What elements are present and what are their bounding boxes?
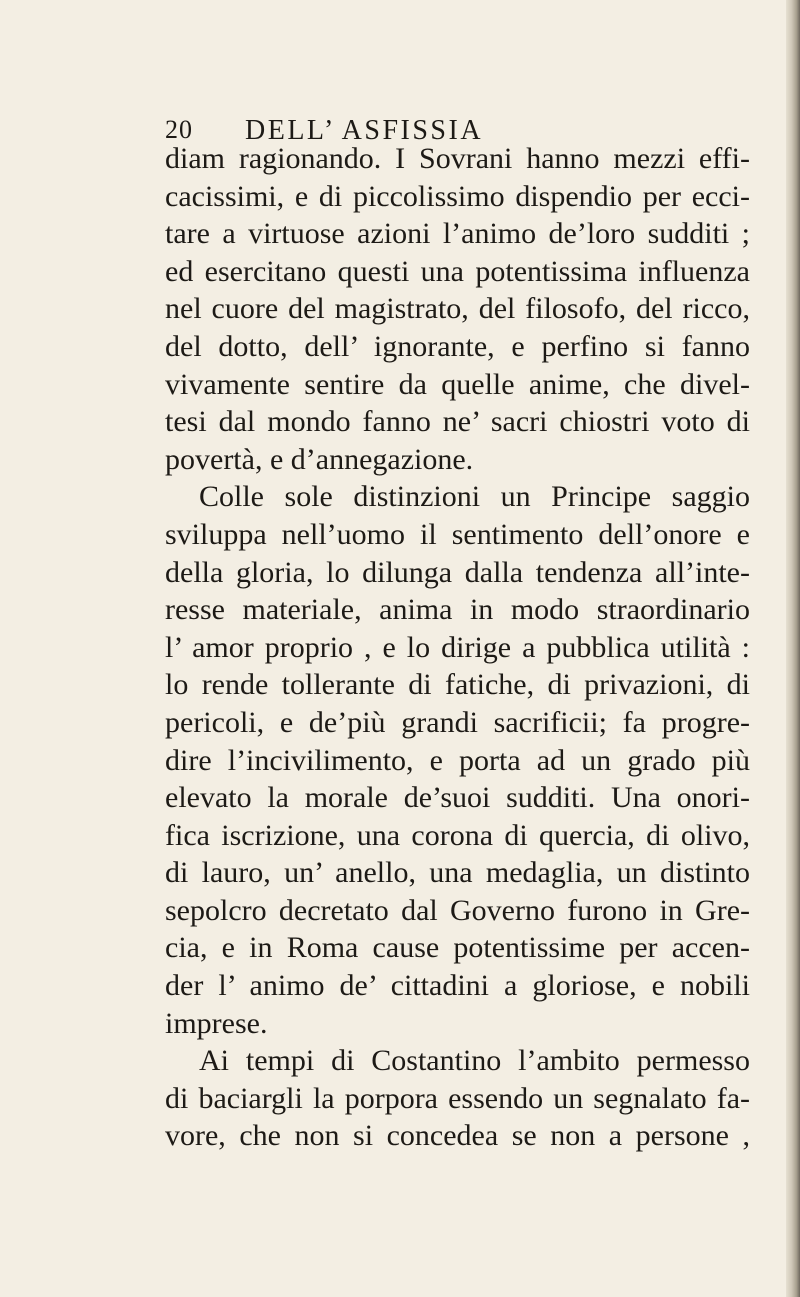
page-number: 20 (165, 115, 193, 144)
text-line: tesi dal mondo fanno ne’ sacri chiostri voto di (165, 405, 750, 439)
text-line: del dotto, dell’ ignorante, e perfino si fanno (165, 329, 750, 363)
text-line: l’ amor proprio , e lo dirige a pubblica utilità : (165, 630, 750, 664)
text-line: der l’ animo de’ cittadini a gloriose, e nobili (165, 969, 750, 1003)
text-line: lo rende tollerante di fatiche, di privazioni, di (165, 668, 750, 702)
text-line: Colle sole distinzioni un Principe saggio (199, 480, 750, 514)
text-line: cia, e in Roma cause potentissime per accen- (165, 931, 750, 965)
text-line: elevato la morale de’suoi sudditi. Una onori- (165, 781, 750, 815)
text-line: tare a virtuose azioni l’animo de’loro sudditi ; (165, 217, 750, 251)
page-edge-shadow (786, 0, 800, 1297)
body-text (165, 140, 750, 1155)
text-line: cacissimi, e di piccolissimo dispendio per ecci- (165, 179, 750, 213)
text-line: di lauro, un’ anello, una medaglia, un distinto (165, 856, 750, 890)
text-line: vivamente sentire da quelle anime, che divel- (165, 367, 750, 401)
text-line: di baciargli la porpora essendo un segnalato fa- (165, 1081, 750, 1115)
text-line: povertà, e d’annegazione. (165, 442, 474, 476)
text-line: pericoli, e de’più grandi sacrificii; fa progre- (165, 705, 750, 739)
text-line: vore, che non si concedea se non a persone , (165, 1119, 750, 1153)
text-line: Ai tempi di Costantino l’ambito permesso (199, 1044, 750, 1078)
text-line: imprese. (165, 1006, 268, 1040)
text-line: dire l’incivilimento, e porta ad un grado più (165, 743, 750, 777)
text-line: sepolcro decretato dal Governo furono in Gre- (165, 893, 750, 927)
text-line: sviluppa nell’uomo il sentimento dell’onore e (165, 517, 750, 551)
text-line: della gloria, lo dilunga dalla tendenza all’inte- (165, 555, 750, 589)
running-title: DELL’ ASFISSIA (245, 115, 484, 146)
text-line: ed esercitano questi una potentissima influenza (165, 254, 750, 288)
text-line: diam ragionando. I Sovrani hanno mezzi effi- (165, 142, 750, 175)
text-line: fica iscrizione, una corona di quercia, di olivo, (165, 818, 750, 852)
text-line: resse materiale, anima in modo straordinario (165, 593, 750, 627)
text-line: nel cuore del magistrato, del filosofo, del ricco, (165, 292, 750, 326)
